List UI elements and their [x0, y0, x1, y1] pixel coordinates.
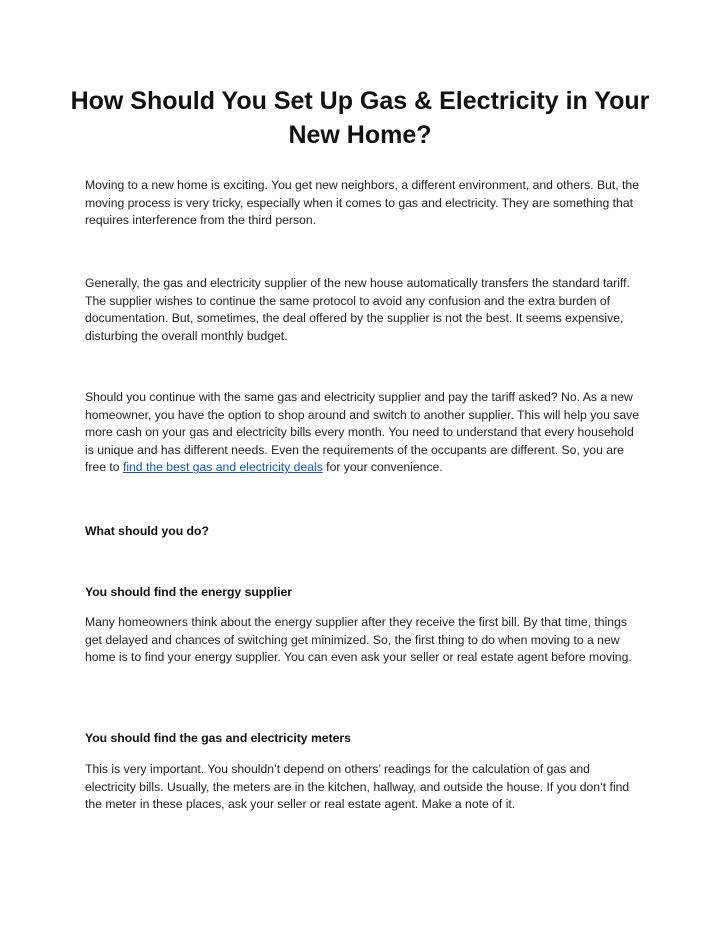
supplier-tariff-paragraph: Generally, the gas and electricity supplier of the new house automatically transfers the standard tariff. The supplier wishes to continue the same protocol to avoid any confusion and the extra burden of documentation. But, sometimes, the deal offered by the supplier is not the best. It seems expensive, disturbing the overall monthly budget.: [85, 276, 630, 343]
paragraph-text-after-link: for your convenience.: [322, 460, 443, 475]
intro-paragraph: Moving to a new home is exciting. You get new neighbors, a different environment, and others. But, the moving process is very tricky, especially when it comes to gas and electricity. They are something that requires interference from the third person.: [85, 178, 639, 228]
paragraph-text-before-link: Should you continue with the same gas and electricity supplier and pay the tariff asked? No. As a new homeowner, you have the option to shop around and switch to another supplier. This will help you save more cash on your gas and electricity bills every month. You need to understand that every household is unique and has different needs. Even the requirements of the occupants are different. So, you are free to: [85, 390, 639, 475]
meters-heading: You should find the gas and electricity meters: [85, 731, 351, 745]
meters-paragraph: This is very important. You shouldn’t depend on others’ readings for the calculation of gas and electricity bills. Usually, the meters are in the kitchen, hallway, and outside the house. If you don’t find the meter in these places, ask your seller or real estate agent. Make a note of it.: [85, 762, 630, 812]
energy-supplier-heading: You should find the energy supplier: [85, 585, 292, 599]
switch-supplier-paragraph: [85, 389, 640, 477]
energy-supplier-paragraph: Many homeowners think about the energy supplier after they receive the first bill. By that time, things get delayed and chances of switching get minimized. So, the first thing to do when moving to a new home is to find your energy supplier. You can even ask your seller or real estate agent before moving.: [85, 615, 632, 665]
best-deals-link[interactable]: find the best gas and electricity deals: [122, 460, 323, 475]
what-to-do-heading: What should you do?: [85, 524, 209, 538]
document-title: How Should You Set Up Gas & Electricity in Your New Home?: [70, 87, 650, 149]
